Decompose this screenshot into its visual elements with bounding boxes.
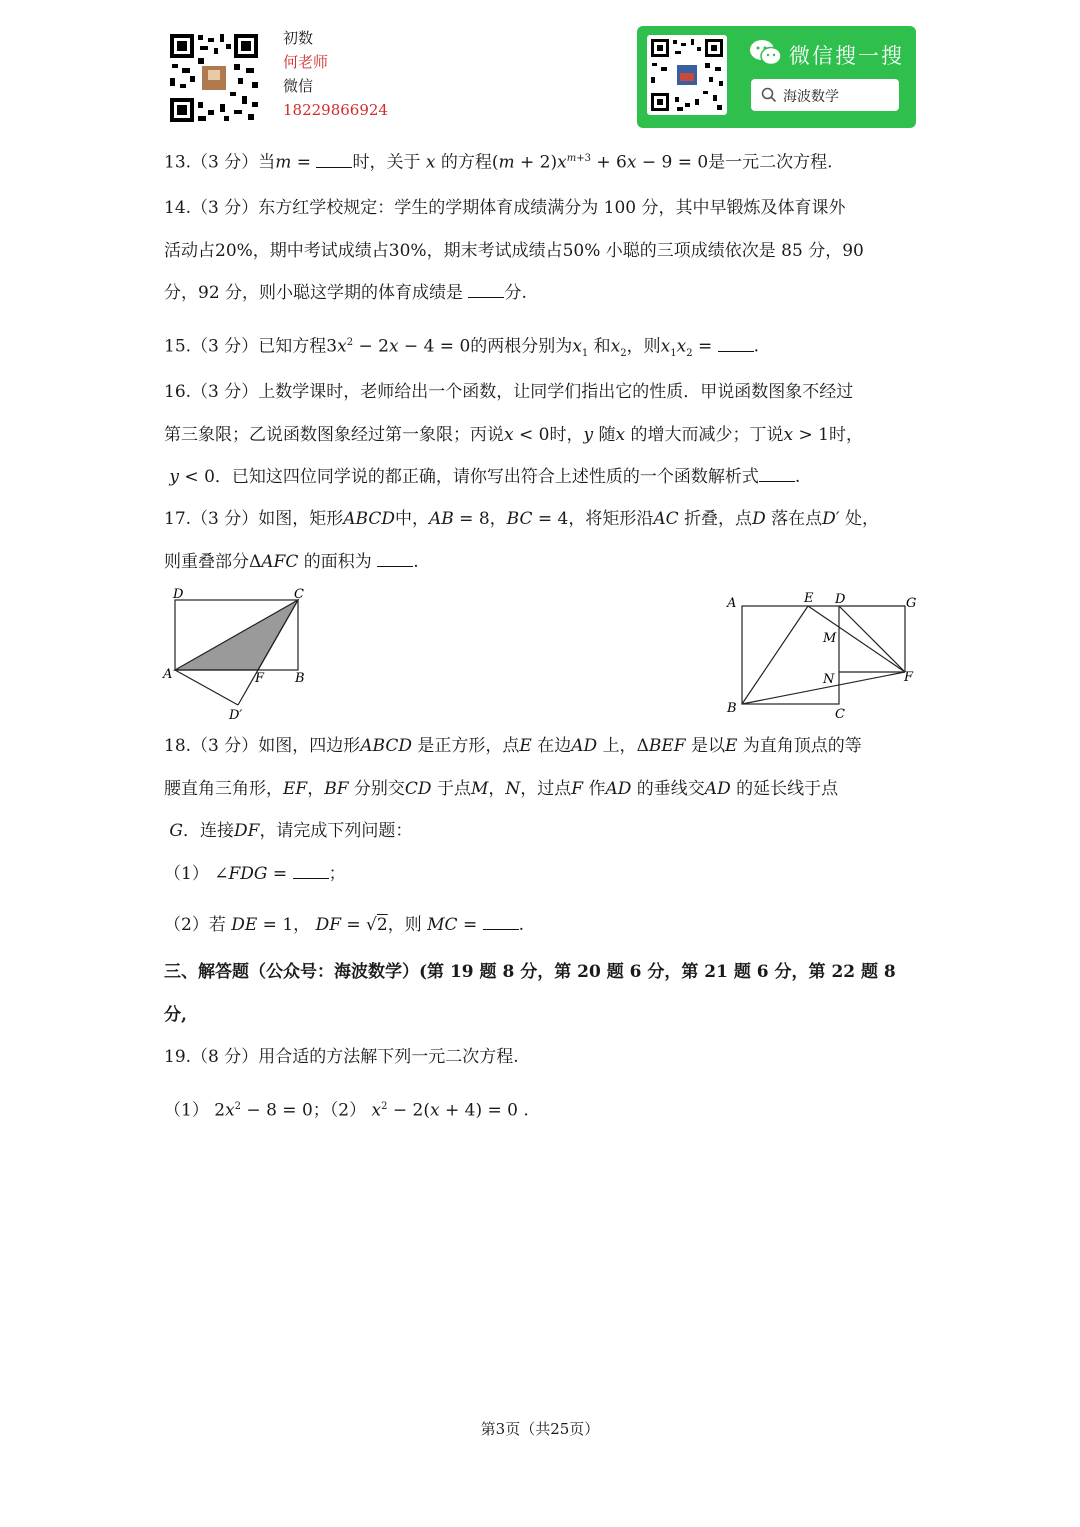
q15-part2: 的两根分别为 <box>470 336 573 357</box>
q16-line2a: 第三象限；乙说函数图象经过第一象限；丙说 <box>164 424 504 445</box>
q18-line1e: 是以 <box>690 736 725 756</box>
q13-prefix: 13.（3 分）当 <box>164 152 276 173</box>
question-18 <box>164 725 920 853</box>
q17-line2: 则重叠部分ΔAFC 的面积为 . <box>164 551 419 572</box>
q17-line2b: 的面积为 <box>303 551 372 572</box>
label-f: F <box>255 671 265 686</box>
page-footer: 第3页（共25页） <box>480 1420 600 1438</box>
wechat-search-text: 海波数学 <box>783 89 839 105</box>
label-a: A <box>727 596 737 611</box>
question-17 <box>164 498 920 583</box>
q17-line1b: 中， <box>395 509 429 529</box>
line-ad-prime <box>175 670 238 705</box>
label-d: D <box>835 592 846 607</box>
q18-sub1: （1） ∠FDG = ； <box>164 864 346 884</box>
label-b: B <box>727 701 737 716</box>
q18-sub2c: ，则 <box>387 915 422 935</box>
q18-line2f: ，过点 <box>520 778 572 799</box>
q18-line1d: 上， <box>602 736 637 756</box>
q16-line2b: 时， <box>549 424 584 445</box>
contact-qr-code <box>168 32 260 124</box>
q18-line3: G．连接DF，请完成下列问题： <box>169 821 413 841</box>
q18-line3b: ，请完成下列问题： <box>259 821 413 841</box>
q16-line2: 第三象限；乙说函数图象经过第一象限；丙说x < 0时，y 随x 的增大而减少；丁说x > 1时， <box>164 424 863 445</box>
contact-label-wechat: 微信 <box>283 77 314 95</box>
q15-part4: ，则 <box>626 336 661 357</box>
q18-line2d: 于点 <box>436 778 471 799</box>
q18-line1b: 是正方形，点 <box>417 736 520 756</box>
contact-phone: 18229866924 <box>283 101 388 119</box>
q14-line2: 活动占20%，期中考试成绩占30%，期末考试成绩占50% 小聪的三项成绩依次是 85 分，90 <box>164 240 864 261</box>
q17-line1e: 折叠，点 <box>684 509 753 529</box>
q13-part3: 的方程 <box>440 152 492 173</box>
question-13: 13.（3 分）当m = 时，关于 x 的方程$(m + 2)x^{m+3} + 6x - 9 = 0$是一元二次方程. <box>164 152 833 173</box>
q19-sub1-label: （1） <box>164 1100 209 1121</box>
q15-part3: 和 <box>593 336 611 357</box>
label-c: C <box>294 587 304 602</box>
q19-sub2-label: ；（2） <box>312 1100 367 1121</box>
shaded-triangle-afc <box>175 600 298 670</box>
q16-line3-text: ．已知这四位同学说的都正确，请你写出符合上述性质的一个函数解析式 <box>214 467 759 487</box>
q18-line1c: 在边 <box>537 736 572 756</box>
q16-line2d: 的增大而减少；丁说 <box>630 424 784 445</box>
q16-line3: y < 0．已知这四位同学说的都正确，请你写出符合上述性质的一个函数解析式 . <box>169 467 801 487</box>
q18-line1: 18.（3 分）如图，四边形ABCD 是正方形，点E 在边AD 上，ΔBEF 是以E 为直角顶点的等 <box>164 736 862 756</box>
q18-line2e: ， <box>488 778 506 799</box>
q14-line3a: 分，92 分，则小聪这学期的体育成绩是 <box>164 283 464 303</box>
search-icon <box>761 87 777 107</box>
q14-line3 <box>164 272 920 315</box>
section-3-heading <box>164 951 920 1036</box>
wechat-search-box[interactable] <box>751 79 899 111</box>
line-df <box>839 606 905 672</box>
q16-line2e: 时， <box>828 424 863 445</box>
q13-part4: 是一元二次方程. <box>708 152 833 173</box>
q17-line1g: 处， <box>845 509 880 529</box>
q19-sub: （1） $2x^2 - 8 = 0$；（2） $x^2 - 2(x + 4) = 0$ . <box>164 1100 529 1121</box>
q16-line2c: 随 <box>598 424 616 445</box>
q17-line1: 17.（3 分）如图，矩形ABCD中，AB = 8，BC = 4，将矩形沿AC 折叠，点D 落在点D′ 处， <box>164 509 880 529</box>
label-e: E <box>804 591 814 606</box>
q18-sub1-label: （1） <box>164 864 209 884</box>
q18-line2i: 的延长线于点 <box>736 778 839 799</box>
label-c: C <box>835 707 845 722</box>
q18-line2h: 的垂线交 <box>636 778 705 799</box>
q17-line1a: 17.（3 分）如图，矩形 <box>164 509 344 529</box>
q18-line1f: 为直角顶点的等 <box>742 736 862 756</box>
question-19: 19.（8 分）用合适的方法解下列一元二次方程. <box>164 1047 519 1067</box>
line-be <box>742 606 808 704</box>
label-a: A <box>163 667 173 682</box>
q16-line1: 16.（3 分）上数学课时，老师给出一个函数，让同学们指出它的性质．甲说函数图象不经过 <box>164 382 854 402</box>
q18-sub2: （2）若 DE = 1， DF = √2，则 MC = . <box>164 915 525 935</box>
q17-line1f: 落在点 <box>771 509 823 529</box>
label-d: D <box>173 587 184 602</box>
q17-line1c: ， <box>489 509 507 529</box>
section-3-line2: 分, <box>164 1004 187 1025</box>
q18-line3a: ．连接 <box>183 821 234 841</box>
question-16 <box>164 371 920 499</box>
wechat-qr-code <box>647 35 727 115</box>
label-m: M <box>823 631 837 646</box>
q18-line2g: 作 <box>588 778 606 799</box>
square-abcd <box>742 606 839 704</box>
label-g: G <box>906 596 917 611</box>
q17-line1d: ，将矩形沿 <box>568 509 654 529</box>
q13-part2: 时，关于 <box>352 152 421 173</box>
figure-folded-rectangle <box>160 585 310 725</box>
label-b: B <box>295 671 305 686</box>
q18-line1a: 18.（3 分）如图，四边形 <box>164 736 361 756</box>
label-f: F <box>904 670 914 685</box>
question-14 <box>164 187 920 315</box>
label-n: N <box>823 672 835 687</box>
wechat-search-title: 微信搜一搜 <box>789 44 904 68</box>
q18-line2c: 分别交 <box>353 778 405 799</box>
q14-line3b: 分. <box>504 283 527 303</box>
q18-line2a: 腰直角三角形， <box>164 778 283 799</box>
figure-square-triangle <box>722 588 922 723</box>
wechat-logo-icon <box>749 39 783 67</box>
q18-sub2a: （2）若 <box>164 915 226 935</box>
q14-line1: 14.（3 分）东方红学校规定：学生的学期体育成绩满分为 100 分，其中早锻炼及体育课外 <box>164 198 846 218</box>
q18-line2: 腰直角三角形，EF，BF 分别交CD 于点M，N，过点F 作AD 的垂线交AD 的延长线于点 <box>164 778 839 799</box>
q17-line2a: 则重叠部分 <box>164 551 249 572</box>
contact-label-course: 初数 <box>283 29 314 47</box>
q18-line2b: ， <box>307 778 325 799</box>
q18-sub2b: ， <box>293 915 311 935</box>
label-d-prime: D′ <box>229 708 243 723</box>
wechat-search-card[interactable] <box>637 26 916 128</box>
q15-prefix: 15.（3 分）已知方程 <box>164 336 327 357</box>
question-15: 15.（3 分）已知方程$3x^2 - 2x - 4 = 0$的两根分别为$x_1$ 和$x_2$，则$x_1x_2$ = . <box>164 336 760 360</box>
section-3-line1: 三、解答题（公众号：海波数学）(第 19 题 8 分，第 20 题 6 分，第 21 题 6 分，第 22 题 8 <box>164 962 896 982</box>
contact-label-teacher: 何老师 <box>283 53 329 71</box>
